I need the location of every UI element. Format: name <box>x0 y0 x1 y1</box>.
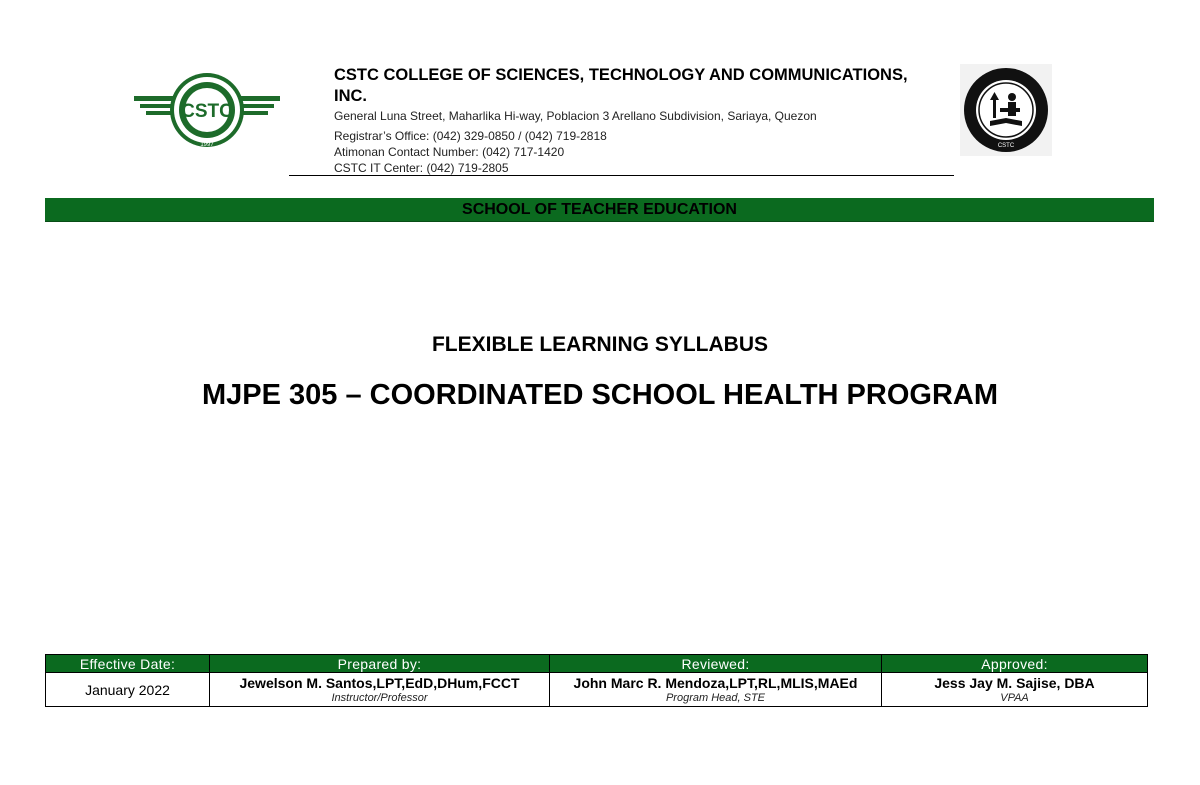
school-banner <box>45 198 1154 222</box>
course-title: MJPE 305 – COORDINATED SCHOOL HEALTH PROGRAM <box>202 379 998 411</box>
college-address: General Luna Street, Maharlika Hi-way, Poblacion 3 Arellano Subdivision, Sariaya, Quezon <box>334 109 817 123</box>
it-center-contact: CSTC IT Center: (042) 719-2805 <box>334 161 509 175</box>
effective-date-value: January 2022 <box>46 673 210 707</box>
approved-by-name: Jess Jay M. Sajise, DBA <box>934 675 1095 691</box>
prepared-by-header: Prepared by: <box>210 655 550 673</box>
prepared-by-role: Instructor/Professor <box>331 692 428 704</box>
college-name: CSTC COLLEGE OF SCIENCES, TECHNOLOGY AND COMMUNICATIONS, INC. <box>334 66 908 105</box>
school-name: SCHOOL OF TEACHER EDUCATION <box>462 201 737 218</box>
document-type-title: FLEXIBLE LEARNING SYLLABUS <box>431 333 768 356</box>
effective-date-header: Effective Date: <box>46 655 210 673</box>
reviewed-by-name: John Marc R. Mendoza,LPT,RL,MLIS,MAEd <box>573 675 858 691</box>
registrar-contact: Registrar’s Office: (042) 329-0850 / (042) 719-2818 <box>334 129 607 143</box>
atimonan-contact: Atimonan Contact Number: (042) 717-1420 <box>334 145 565 159</box>
reviewed-by-cell <box>550 673 882 707</box>
reviewed-header: Reviewed: <box>550 655 882 673</box>
approved-by-cell <box>882 673 1148 707</box>
prepared-by-name: Jewelson M. Santos,LPT,EdD,DHum,FCCT <box>239 675 520 691</box>
approval-header-row <box>46 655 1148 673</box>
approved-by-role: VPAA <box>1000 692 1029 704</box>
svg-text:CSTC: CSTC <box>997 143 1015 149</box>
approved-header: Approved: <box>882 655 1148 673</box>
reviewed-by-role: Program Head, STE <box>665 692 766 704</box>
header-divider <box>289 175 954 176</box>
approval-values-row <box>46 673 1148 707</box>
svg-text:CSTC: CSTC <box>181 101 233 122</box>
school-of-teacher-education-logo <box>960 64 1052 156</box>
approval-table <box>45 654 1148 707</box>
svg-text:1997: 1997 <box>200 142 214 148</box>
cstc-logo <box>132 70 282 150</box>
prepared-by-cell <box>210 673 550 707</box>
